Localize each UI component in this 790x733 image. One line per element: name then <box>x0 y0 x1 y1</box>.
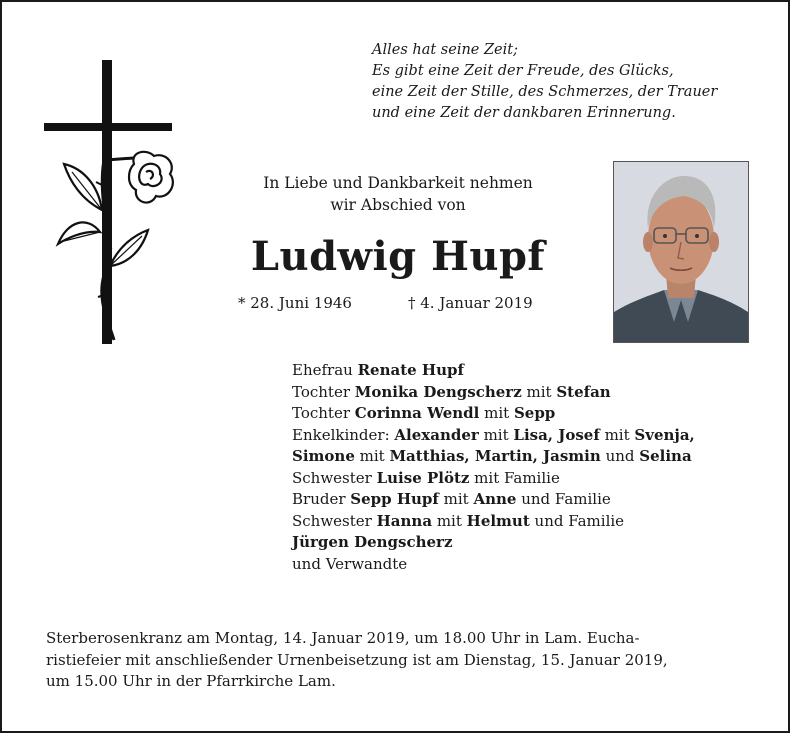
mourner-line: Tochter Monika Dengscherz mit Stefan <box>292 382 611 401</box>
mourner-line: Simone mit Matthias, Martin, Jasmin und Selina <box>292 447 692 465</box>
intro-line: In Liebe und Dankbarkeit nehmen <box>263 174 533 192</box>
intro-text <box>238 172 558 216</box>
mourner-line: Enkelkinder: Alexander mit Lisa, Josef mit Svenja, <box>292 425 695 444</box>
quote-line: Alles hat seine Zeit; <box>372 42 518 58</box>
quote-line: Es gibt eine Zeit der Freude, des Glücks, <box>372 63 674 79</box>
quote-line: und eine Zeit der dankbaren Erinnerung. <box>372 105 676 121</box>
mourner-line: Jürgen Dengscherz <box>292 533 453 551</box>
mourners-list <box>292 360 695 575</box>
quote-line: eine Zeit der Stille, des Schmerzes, der Trauer <box>372 84 718 100</box>
portrait-image <box>614 162 748 342</box>
memorial-quote <box>372 40 717 124</box>
service-line: Sterberosenkranz am Montag, 14. Januar 2019, um 18.00 Uhr in Lam. Eucha- <box>46 629 640 647</box>
cross-with-rose-icon <box>42 60 182 350</box>
deceased-name: Ludwig Hupf <box>250 233 546 280</box>
mourner-line: Schwester Hanna mit Helmut und Familie <box>292 511 625 530</box>
intro-line: wir Abschied von <box>330 196 466 214</box>
mourner-line: Ehefrau Renate Hupf <box>292 361 464 379</box>
portrait-photo <box>613 161 749 343</box>
mourner-line: Schwester Luise Plötz mit Familie <box>292 468 560 487</box>
service-line: ristiefeier mit anschließender Urnenbeisetzung ist am Dienstag, 15. Januar 2019, <box>46 650 668 669</box>
birth-date: * 28. Juni 1946 <box>238 294 352 312</box>
mourner-line: Tochter Corinna Wendl mit Sepp <box>292 404 556 422</box>
mourner-line: Bruder Sepp Hupf mit Anne und Familie <box>292 490 611 508</box>
mourner-line: und Verwandte <box>292 554 408 573</box>
service-line: um 15.00 Uhr in der Pfarrkirche Lam. <box>46 672 336 690</box>
death-date: † 4. Januar 2019 <box>408 294 533 312</box>
service-details <box>46 628 752 693</box>
